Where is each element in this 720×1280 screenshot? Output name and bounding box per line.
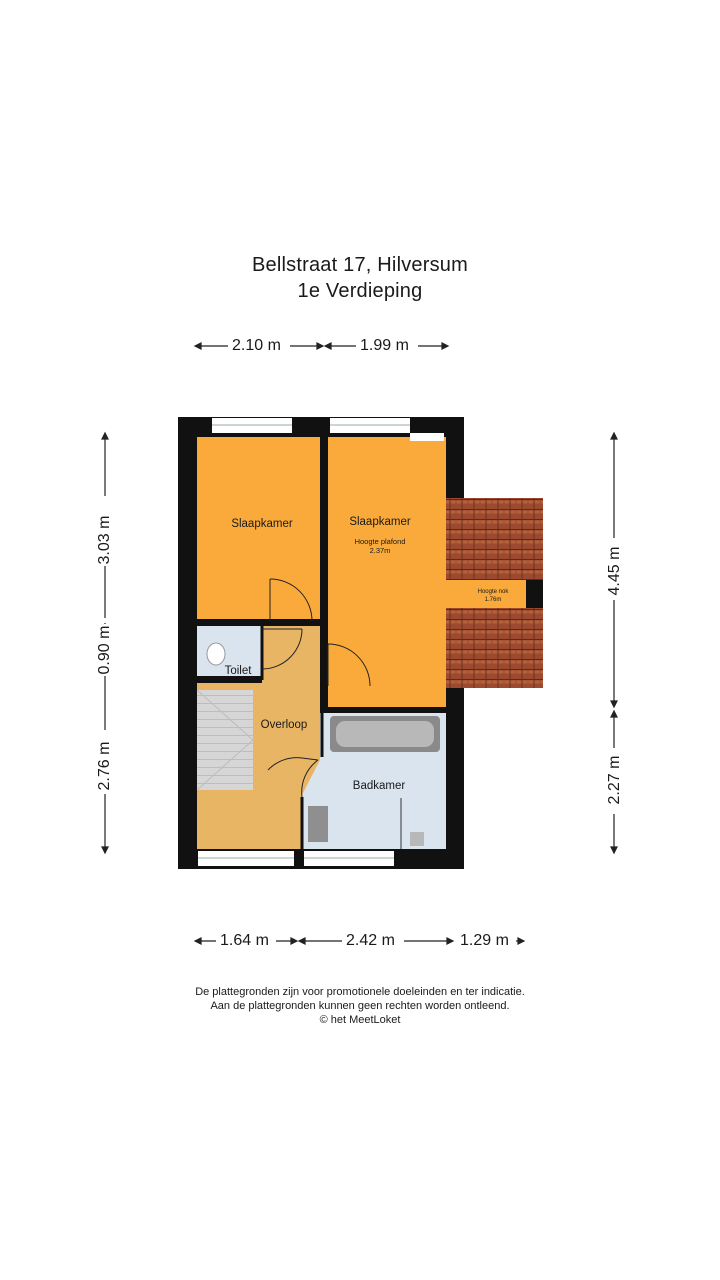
label-badkamer: Badkamer [352, 780, 406, 792]
dim-lines-right [611, 433, 617, 853]
dim-left-3: 2.76 m [96, 741, 113, 791]
dim-lines-top [195, 343, 448, 349]
hall-upper [262, 626, 320, 683]
disclaimer-line-1: De plattegronden zijn voor promotionele doeleinden en ter indicatie. [195, 986, 525, 998]
dim-right-1: 4.45 m [606, 546, 623, 596]
sink [308, 806, 328, 842]
disclaimer-line-3: © het MeetLoket [319, 1014, 401, 1026]
label-toilet: Toilet [224, 665, 252, 677]
disclaimer [0, 985, 720, 1027]
dim-bottom-3: 1.29 m [460, 932, 509, 949]
dim-lines-bottom [195, 938, 524, 944]
disclaimer-line-2: Aan de plattegronden kunnen geen rechten worden ontleend. [210, 1000, 510, 1012]
staircase [197, 690, 253, 790]
dim-left-2: 0.90 m [96, 625, 113, 675]
floor-subtitle: 1e Verdieping [297, 280, 423, 302]
dim-top-1: 2.10 m [232, 337, 281, 354]
bathtub-inner [336, 721, 434, 747]
toilet-bowl [207, 643, 225, 665]
dim-lines-left [102, 433, 108, 853]
value-ridge-height: 1.76m [484, 597, 502, 603]
label-slaapkamer-2: Slaapkamer [349, 516, 411, 528]
dim-top-2: 1.99 m [360, 337, 409, 354]
dim-bottom-2: 2.42 m [346, 932, 395, 949]
label-ridge-height: Hoogte nok [477, 589, 509, 595]
dim-bottom-1: 1.64 m [220, 932, 269, 949]
dim-right-2: 2.27 m [606, 755, 623, 805]
room-slaapkamer-2 [328, 437, 446, 707]
label-overloop: Overloop [260, 719, 308, 731]
label-ceiling-height: Hoogte plafond [354, 537, 406, 546]
dim-left-1: 3.03 m [96, 515, 113, 565]
value-ceiling-height: 2.37m [369, 546, 391, 555]
shower-tray [410, 832, 424, 846]
page-title: Bellstraat 17, Hilversum [252, 254, 468, 276]
dormer-wall [526, 580, 543, 608]
label-slaapkamer-1: Slaapkamer [231, 518, 293, 530]
